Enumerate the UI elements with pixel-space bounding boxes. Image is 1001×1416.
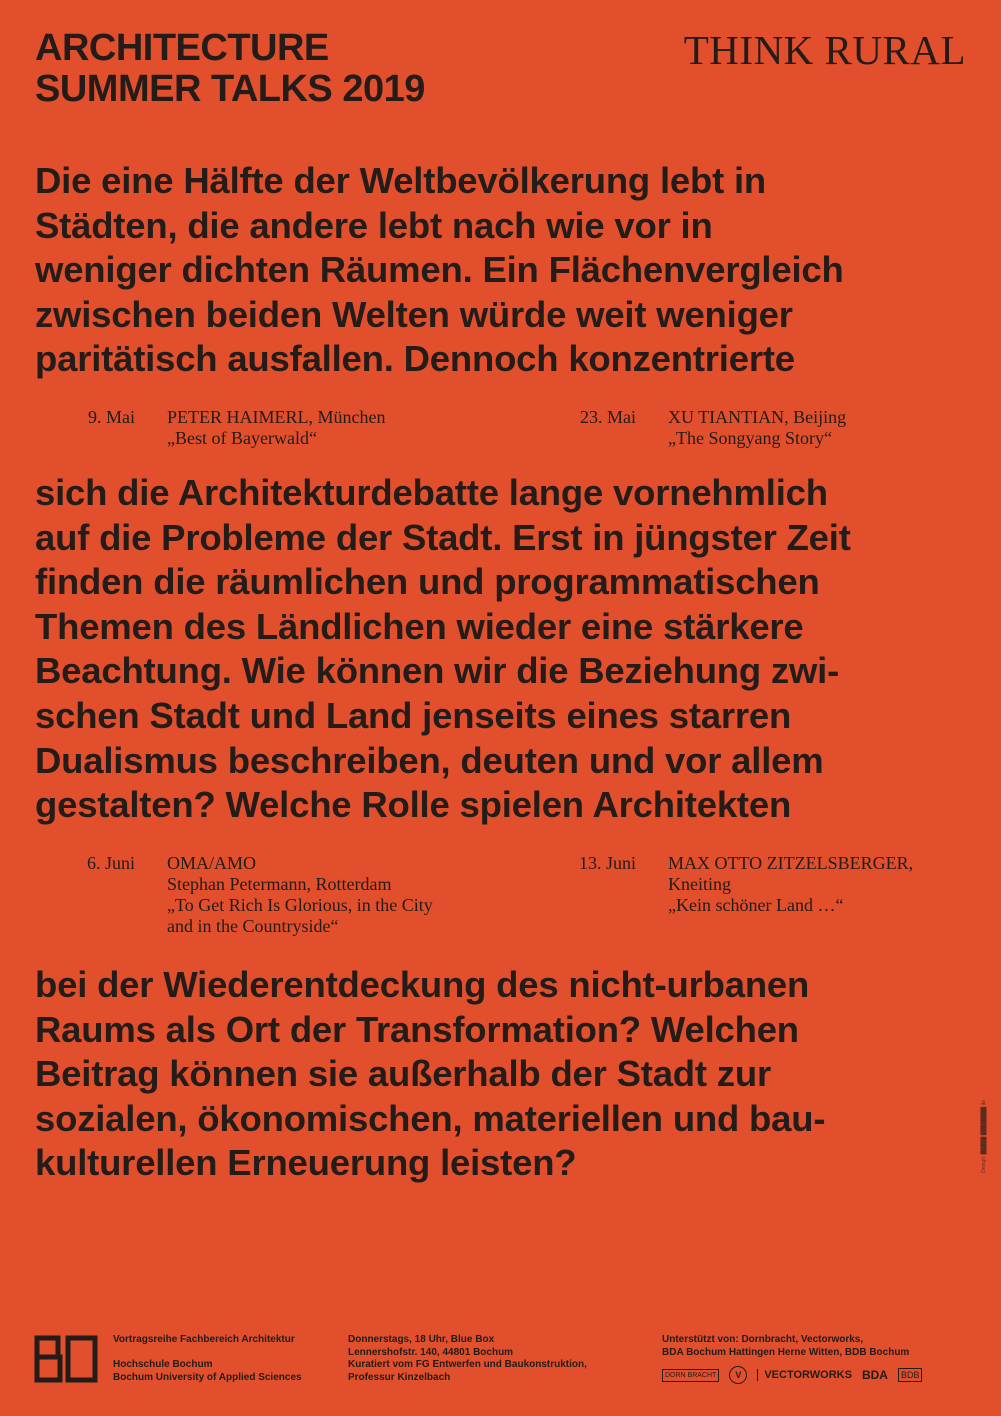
design-credit: Design: █████ ████████.de [981,1100,987,1173]
body-paragraph-2 [35,471,851,828]
footer-line: Vortragsreihe Fachbereich Architektur [113,1334,295,1345]
footer-sponsors [662,1334,909,1359]
footer-venue [348,1334,587,1384]
talk-item [580,407,847,449]
series-title [35,28,425,110]
vectorworks-logo: VECTORWORKS [757,1369,852,1381]
talk-item [86,853,433,937]
body-paragraph-1 [35,159,844,382]
body-line: kulturellen Erneuerung leisten? [35,1142,577,1184]
body-line: Dualismus beschreiben, deuten und vor allem [35,739,824,781]
bdb-logo: BDB [898,1368,923,1382]
body-line: zwischen beiden Welten würde weit weniger [35,293,793,335]
talk-info [668,407,846,449]
talk-speaker: PETER HAIMERL, München [167,407,386,427]
body-line: auf die Probleme der Stadt. Erst in jüngster Zeit [35,516,851,558]
footer-line: Donnerstags, 18 Uhr, Blue Box [348,1334,495,1345]
body-line: sozialen, ökonomischen, materiellen und bau- [35,1097,826,1139]
theme-title: THINK RURAL [683,27,966,73]
footer-institution [113,1334,302,1384]
footer-line: Hochschule Bochum [113,1359,213,1370]
talk-info [167,853,433,937]
body-line: sich die Architekturdebatte lange vornehmlich [35,472,828,513]
body-line: paritätisch ausfallen. Dennoch konzentrierte [35,338,795,380]
body-line: schen Stadt und Land jenseits eines starren [35,694,792,736]
talk-item [578,853,914,916]
hochschule-bochum-logo [34,1335,98,1388]
talk-date: 13. Juni [578,853,636,873]
body-line: Raums als Ort der Transformation? Welchen [35,1008,799,1050]
footer-line: Unterstützt von: Dornbracht, Vectorworks, [662,1334,864,1345]
talk-speaker: MAX OTTO ZITZELSBERGER, [668,853,914,873]
series-title-line-2: SUMMER TALKS 2019 [35,68,425,110]
series-title-line-1: ARCHITECTURE [35,27,329,69]
talk-title: „To Get Rich Is Glorious, in the City [167,895,433,915]
vectorworks-mark-icon: V [729,1366,747,1384]
talk-item [88,407,386,449]
talk-date: 23. Mai [580,407,636,427]
body-line: Beachtung. Wie können wir die Beziehung zwi- [35,650,840,692]
body-line: Themen des Ländlichen wieder eine stärkere [35,605,804,647]
body-paragraph-3 [35,963,825,1186]
body-line: weniger dichten Räumen. Ein Flächenvergleich [35,249,844,291]
footer-line: Lennershofstr. 140, 44801 Bochum [348,1346,514,1358]
footer-line: Professur Kinzelbach [348,1371,451,1383]
talk-title: „Kein schöner Land …“ [668,895,844,915]
talk-title: „Best of Bayerwald“ [167,428,317,448]
dornbracht-logo: DORN BRACHT [662,1369,719,1382]
body-line: finden die räumlichen und programmatischen [35,561,820,603]
body-line: Die eine Hälfte der Weltbevölkerung lebt in [35,160,767,201]
footer-line [113,1347,302,1360]
talk-speaker: OMA/AMO [167,853,257,873]
talk-title: „The Songyang Story“ [668,428,832,448]
talk-speaker: XU TIANTIAN, Beijing [668,407,847,427]
talk-info [668,853,913,916]
talk-date: 6. Juni [86,853,135,873]
body-line: Städten, die andere lebt nach wie vor in [35,204,713,246]
talk-speaker-detail: Stephan Petermann, Rotterdam [167,874,392,894]
body-line: Beitrag können sie außerhalb der Stadt zur [35,1053,771,1095]
body-line: gestalten? Welche Rolle spielen Architekten [35,784,792,826]
bda-logo: BDA [861,1368,888,1382]
footer-line: Kuratiert vom FG Entwerfen und Baukonstruktion, [348,1359,587,1370]
talk-info [167,407,385,449]
talk-title: and in the Countryside“ [167,916,339,936]
sponsor-logos [662,1366,922,1384]
footer-line: BDA Bochum Hattingen Herne Witten, BDB Bochum [662,1346,910,1358]
body-line: bei der Wiederentdeckung des nicht-urbanen [35,964,810,1005]
footer-line: Bochum University of Applied Sciences [113,1371,302,1383]
talk-date: 9. Mai [88,407,135,427]
talk-speaker-detail: Kneiting [668,874,731,894]
